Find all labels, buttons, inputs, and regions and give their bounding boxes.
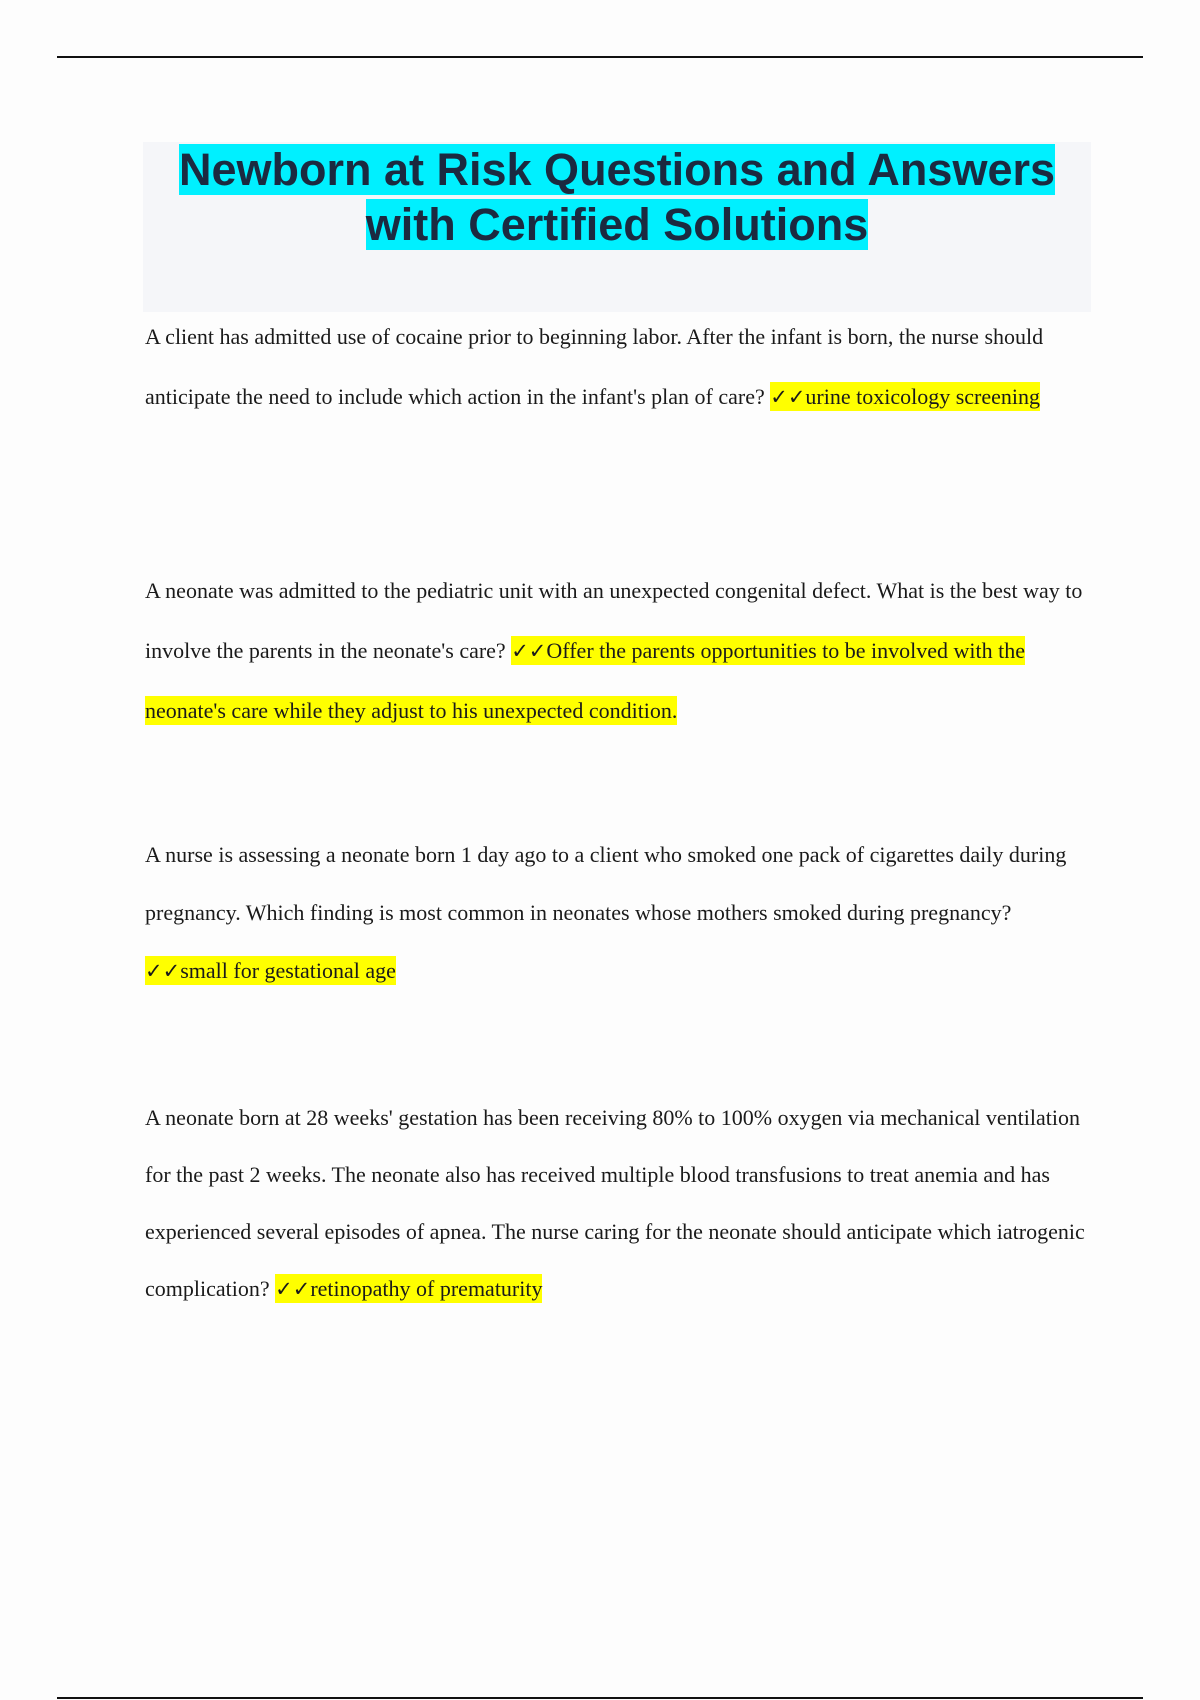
question-text: A nurse is assessing a neonate born 1 day ago to a client who smoked one pack of cigarettes daily during pregnancy. Which finding is most common in neonates whose mothers smoked during pregnancy? bbox=[145, 842, 1067, 925]
title-line-2: with Certified Solutions bbox=[365, 199, 869, 250]
question-text: A neonate born at 28 weeks' gestation has been receiving 80% to 100% oxygen via mechanical ventilation for the past 2 weeks. The neonate also has received multiple blood transfusions to treat anemia and has experienced several episodes of apnea. The nurse caring for the neonate should anticipate which iatrogenic complication? bbox=[145, 1105, 1085, 1301]
qa-item-3 bbox=[145, 826, 1085, 1000]
double-check-icon: ✓✓ bbox=[770, 385, 806, 409]
answer-text: retinopathy of prematurity bbox=[310, 1276, 543, 1301]
double-check-icon: ✓✓ bbox=[145, 959, 181, 983]
answer-text: Offer the parents opportunities to be involved with the neonate's care while they adjust to his unexpected condition. bbox=[145, 638, 1026, 723]
answer-highlight bbox=[275, 1274, 542, 1303]
answer-highlight bbox=[145, 956, 396, 985]
question-text: A client has admitted use of cocaine prior to beginning labor. After the infant is born, the nurse should anticipate the need to include which action in the infant's plan of care? bbox=[145, 324, 1044, 409]
top-rule bbox=[57, 56, 1143, 58]
page-title bbox=[143, 142, 1091, 252]
answer-text: urine toxicology screening bbox=[805, 384, 1041, 409]
answer-text: small for gestational age bbox=[180, 958, 396, 983]
answer-highlight bbox=[770, 382, 1040, 411]
bottom-rule bbox=[57, 1697, 1143, 1699]
title-block bbox=[143, 142, 1091, 312]
double-check-icon: ✓✓ bbox=[275, 1277, 311, 1301]
qa-item-4 bbox=[145, 1089, 1085, 1318]
title-line-1: Newborn at Risk Questions and Answers bbox=[178, 144, 1056, 195]
question-text: A neonate was admitted to the pediatric unit with an unexpected congenital defect. What is the best way to involve the parents in the neonate's care? bbox=[145, 578, 1083, 663]
double-check-icon: ✓✓ bbox=[511, 639, 547, 663]
qa-item-1 bbox=[145, 307, 1085, 427]
qa-item-2 bbox=[145, 561, 1085, 741]
